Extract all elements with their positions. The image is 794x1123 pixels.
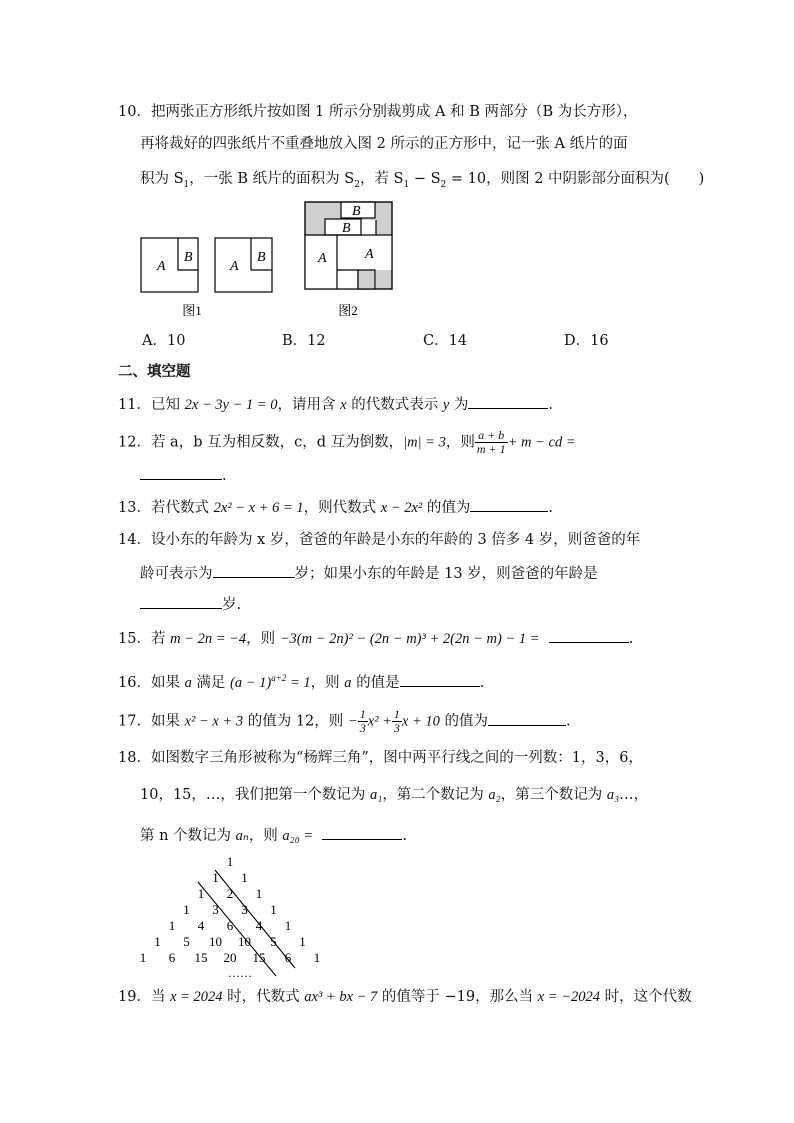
pascal-number: 1 [197, 886, 205, 901]
q10-option-b: B．12 [282, 333, 326, 349]
q10-line1: 10．把两张正方形纸片按如图 1 所示分别裁剪成 A 和 B 两部分（B 为长方形）， [118, 104, 638, 120]
pascal-number: 1 [226, 854, 234, 869]
pascal-number: 3 [241, 902, 248, 917]
q10-line3: 积为 $S_1$，一张 B 纸片的面积为 $S_2$，若 $S_1 - S_2 = 10$，则图 2 中阴影部分面积为( ) [140, 171, 705, 190]
fig2-label-b-top: B [352, 204, 361, 219]
q10-line2: 再将裁好的四张纸片不重叠地放入图 2 所示的正方形中，记一张 A 纸片的面 [140, 136, 628, 152]
q13-answer-blank[interactable] [470, 497, 548, 512]
q18-line1: 18．如图数字三角形被称为“杨辉三角”，图中两平行线之间的一列数：1，3，6， [118, 750, 643, 766]
fig2-caption: 图2 [338, 303, 358, 318]
q15: 15．若 m − 2n = −4，则 −3(m − 2n)² − (2n − m)³ + 2(2n − m) − 1 = . [118, 628, 633, 649]
q10-figures [130, 198, 410, 323]
pascal-number: 6 [168, 950, 176, 965]
q11: 11．已知 2x − 3y − 1 = 0，请用含 x 的代数式表示 y 为 . [118, 394, 553, 415]
q16-answer-blank[interactable] [400, 672, 480, 687]
pascal-number: 20 [223, 950, 237, 965]
q17-answer-blank[interactable] [488, 711, 566, 726]
pascal-dots: …… [228, 966, 252, 980]
pascal-number: 1 [154, 934, 161, 949]
fig1-label-a1: A [157, 259, 166, 274]
fig2-label-a-right: A [365, 247, 374, 262]
pascal-number: 6 [226, 918, 234, 933]
q12: 12．若 a，b 互为相反数，c，d 互为倒数，|m| = 3，则 $\frac{a + b}{m + 1}$ + m − cd = [118, 428, 576, 456]
q17: 17．如果 x² − x + 3 的值为 12，则 − $\frac{1}{3}$ x² + $\frac{1}{3}$ x + 10 的值为 . [118, 707, 571, 735]
pascal-number: 15 [194, 950, 208, 965]
pascal-number: 10 [209, 934, 222, 949]
pascal-number: 4 [255, 918, 263, 933]
q14-answer-blank-2[interactable] [140, 594, 222, 609]
fig1-label-b1: B [184, 250, 193, 265]
pascal-number: 1 [284, 918, 292, 933]
pascal-number: 1 [313, 950, 321, 965]
q12-answer-blank[interactable] [140, 465, 222, 480]
q16: 16．如果 a 满足 $(a - 1)^{a+2} = 1$，则 a 的值是 . [118, 673, 485, 691]
section-title: 二、填空题 [118, 363, 191, 380]
pascal-number: 10 [238, 934, 251, 949]
q11-answer-blank[interactable] [468, 394, 548, 409]
q12-answer-line: . [140, 465, 227, 486]
pascal-number: 5 [270, 934, 277, 949]
fig1-caption: 图1 [182, 303, 202, 318]
pascal-number: 4 [197, 918, 205, 933]
q10-option-a: A．10 [142, 333, 186, 349]
pascal-number: 1 [241, 870, 248, 885]
q14-line3: 岁. [140, 594, 241, 615]
pascal-number: 5 [183, 934, 190, 949]
q18-answer-blank[interactable] [322, 825, 402, 840]
pascal-number: 15 [252, 950, 266, 965]
q14-answer-blank-1[interactable] [213, 563, 295, 578]
q18-line3: 第 n 个数记为 aₙ，则 a₂₀ = . [140, 825, 407, 846]
fig1-label-b2: B [257, 250, 266, 265]
q10-option-d: D．16 [564, 333, 609, 349]
q14-line2: 龄可表示为 岁；如果小东的年龄是 13 岁，则爸爸的年龄是 [140, 563, 598, 584]
pascal-number: 1 [212, 870, 219, 885]
pascal-triangle-figure [130, 852, 340, 982]
pascal-number: 1 [183, 902, 190, 917]
pascal-number: 1 [168, 918, 176, 933]
q13: 13．若代数式 2x² − x + 6 = 1，则代数式 x − 2x² 的值为 . [118, 497, 553, 518]
q18-line2: 10，15，…，我们把第一个数记为 a₁，第二个数记为 a₂，第三个数记为 a₃…， [140, 787, 649, 803]
q10-option-c: C．14 [423, 333, 468, 349]
q15-answer-blank[interactable] [549, 628, 629, 643]
pascal-number: 1 [139, 950, 147, 965]
pascal-number: 1 [299, 934, 306, 949]
pascal-number: 6 [284, 950, 292, 965]
fig1-label-a2: A [230, 259, 239, 274]
pascal-number: 2 [226, 886, 234, 901]
pascal-number: 1 [270, 902, 277, 917]
pascal-number: 1 [255, 886, 263, 901]
fig2-label-a-left: A [318, 251, 327, 266]
q19: 19．当 x = 2024 时，代数式 ax³ + bx − 7 的值等于 −19，那么当 x = −2024 时，这个代数 [118, 989, 692, 1005]
fig2-label-b-mid: B [342, 221, 351, 236]
q14-line1: 14．设小东的年龄为 x 岁，爸爸的年龄是小东的年龄的 3 倍多 4 岁，则爸爸的年 [118, 532, 641, 548]
pascal-number: 3 [212, 902, 219, 917]
